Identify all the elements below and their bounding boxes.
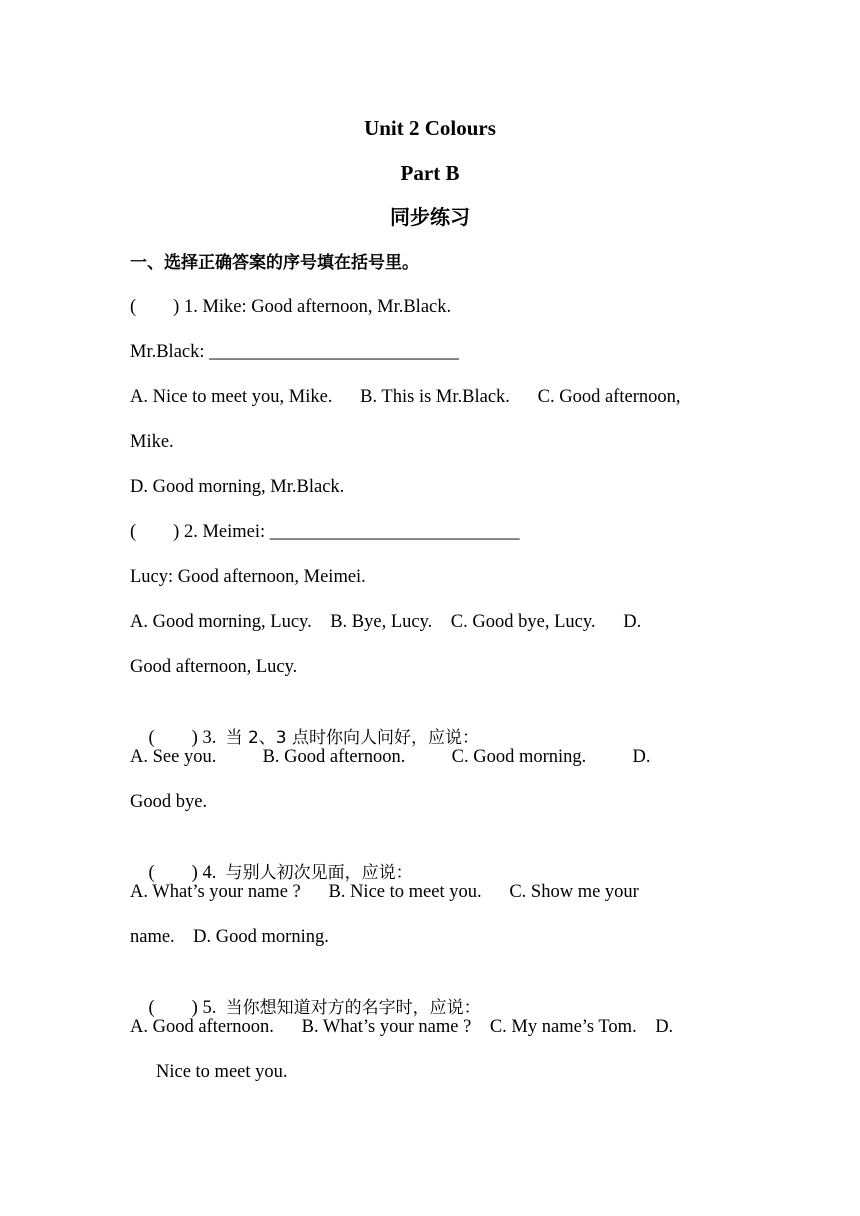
q3-prefix: ( ) 3. [148,728,226,748]
q4-prefix: ( ) 4. [148,863,226,883]
q2-options-line-2: Good afternoon, Lucy. [130,657,298,677]
q2-options-line-1: A. Good morning, Lucy. B. Bye, Lucy. C. Good bye, Lucy. D. [130,612,642,632]
part-title: Part B [400,161,460,185]
q2-reply: Lucy: Good afternoon, Meimei. [130,567,366,587]
q5-stem-text: 当你想知道对方的名字时，应说： [225,998,481,1018]
q3-stem-text: 当 2、3 点时你向人问好，应说： [225,728,480,748]
unit-title: Unit 2 Colours [364,116,496,140]
q5-prefix: ( ) 5. [148,998,226,1018]
q1-options-line-2: Mike. [130,432,174,452]
q2-stem: ( ) 2. Meimei: ___________________________ [130,522,520,542]
q3-options-line-1: A. See you. B. Good afternoon. C. Good morning. D. [130,747,651,767]
q4-options-line-2: name. D. Good morning. [130,927,329,947]
exercise-subtitle: 同步练习 [390,205,470,229]
q1-reply: Mr.Black: ___________________________ [130,342,459,362]
q1-options-line-1: A. Nice to meet you, Mike. B. This is Mr.Black. C. Good afternoon, [130,387,681,407]
q3-options-line-2: Good bye. [130,792,208,812]
q5-options-line-2: Nice to meet you. [156,1062,288,1082]
section-1-heading: 一、选择正确答案的序号填在括号里。 [130,253,419,273]
q4-stem-text: 与别人初次见面，应说： [225,863,413,883]
q1-stem: ( ) 1. Mike: Good afternoon, Mr.Black. [130,297,452,317]
q5-options-line-1: A. Good afternoon. B. What’s your name ? C. My name’s Tom. D. [130,1017,674,1037]
q1-options-line-3: D. Good morning, Mr.Black. [130,477,345,497]
q4-options-line-1: A. What’s your name ? B. Nice to meet you. C. Show me your [130,882,639,902]
